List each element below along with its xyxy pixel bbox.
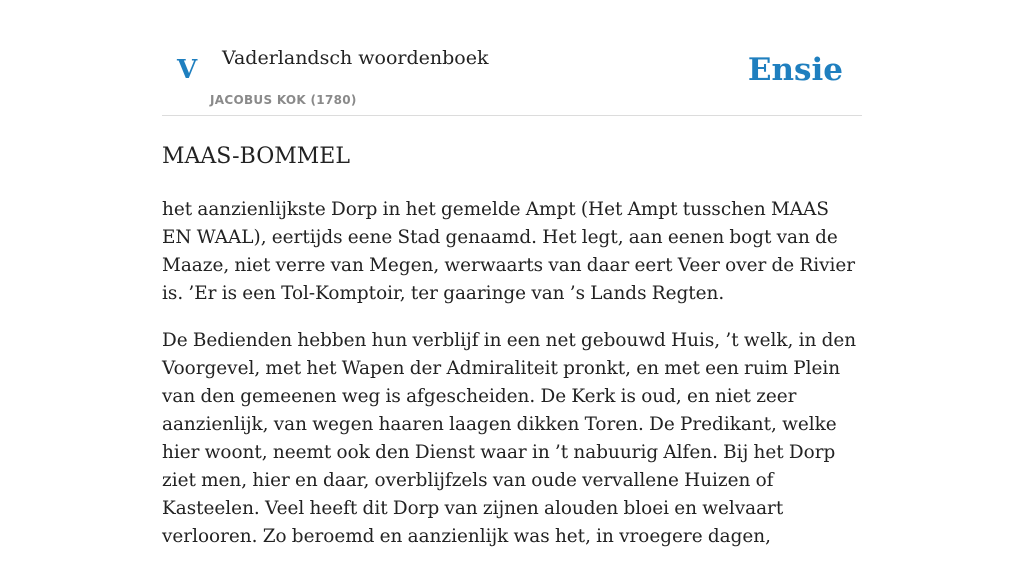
dictionary-header [162, 0, 862, 116]
entry-body [162, 196, 862, 551]
entry-paragraph: De Bedienden hebben hun verblijf in een net gebouwd Huis, ’t welk, in den Voorgevel, met het Wapen der Admiraliteit pronkt, en met een ruim Plein van den gemeenen weg is afgescheiden. De Kerk is oud, en niet zeer aanzienlijk, van wegen haaren laagen dikken Toren. De Predikant, welke hier woont, neemt ook den Dienst waar in ’t nabuurig Alfen. Bij het Dorp ziet men, hier en daar, overblijfzels van oude vervallene Huizen of Kasteelen. Veel heeft dit Dorp van zijnen alouden bloei en welvaart verlooren. Zo beroemd en aanzienlijk was het, in vroegere dagen, [162, 330, 857, 547]
page [162, 0, 862, 570]
dictionary-letter-icon[interactable]: V [177, 55, 198, 85]
brand-logo[interactable]: Ensie [747, 52, 843, 88]
entry-paragraph: het aanzienlijkste Dorp in het gemelde Ampt (Het Ampt tusschen MAAS EN WAAL), eertijds eene Stad genaamd. Het legt, aan eenen bogt van de Maaze, niet verre van Megen, werwaarts van daar eert Veer over de Rivier is. ’Er is een Tol-Komptoir, ter gaaringe van ’s Lands Regten. [162, 199, 856, 304]
entry-title: MAAS-BOMMEL [162, 144, 350, 169]
dictionary-author: JACOBUS KOK (1780) [210, 93, 357, 107]
dictionary-title[interactable]: Vaderlandsch woordenboek [222, 47, 489, 69]
